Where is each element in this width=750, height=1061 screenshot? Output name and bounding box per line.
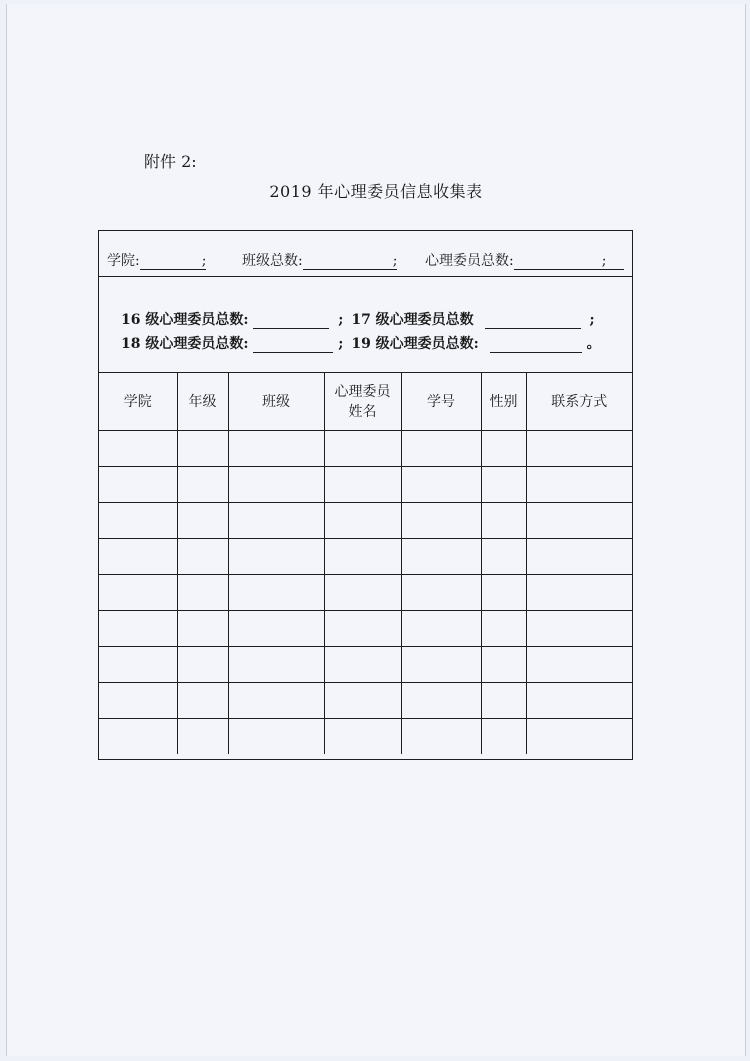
- cell-name[interactable]: [324, 683, 401, 719]
- cell-college[interactable]: [99, 503, 177, 539]
- header-student-id: 学号: [401, 373, 481, 431]
- cell-contact[interactable]: [526, 683, 632, 719]
- cell-gender[interactable]: [481, 647, 526, 683]
- cell-gender[interactable]: [481, 503, 526, 539]
- table-row: [99, 647, 632, 683]
- cell-grade[interactable]: [177, 467, 228, 503]
- table-row: [99, 719, 632, 755]
- cell-contact[interactable]: [526, 719, 632, 755]
- cell-name[interactable]: [324, 611, 401, 647]
- header-name-line1: 心理委员: [334, 383, 391, 400]
- cell-contact[interactable]: [526, 467, 632, 503]
- college-label: 学院:: [107, 253, 140, 269]
- header-gender: 性别: [481, 373, 526, 431]
- class-total-label: 班级总数:: [242, 253, 303, 269]
- collection-form: [98, 230, 633, 760]
- cell-student-id[interactable]: [401, 431, 481, 467]
- cell-college[interactable]: [99, 431, 177, 467]
- cell-gender[interactable]: [481, 611, 526, 647]
- cell-student-id[interactable]: [401, 467, 481, 503]
- table-row: [99, 683, 632, 719]
- cell-grade[interactable]: [177, 575, 228, 611]
- g18-label: 18 级心理委员总数:: [121, 336, 249, 352]
- cell-gender[interactable]: [481, 467, 526, 503]
- cell-grade[interactable]: [177, 683, 228, 719]
- cell-name[interactable]: [324, 575, 401, 611]
- g17-sep: ;: [589, 312, 595, 328]
- cell-student-id[interactable]: [401, 719, 481, 755]
- table-row: [99, 575, 632, 611]
- summary-row: [99, 231, 632, 277]
- cell-college[interactable]: [99, 467, 177, 503]
- header-grade: 年级: [177, 373, 228, 431]
- cell-contact[interactable]: [526, 539, 632, 575]
- cell-college[interactable]: [99, 683, 177, 719]
- cell-gender[interactable]: [481, 683, 526, 719]
- table-header-row: [99, 373, 632, 431]
- cell-student-id[interactable]: [401, 647, 481, 683]
- cell-gender[interactable]: [481, 431, 526, 467]
- g16-blank[interactable]: [253, 315, 329, 329]
- cell-student-id[interactable]: [401, 503, 481, 539]
- grade-counts-block: [99, 277, 632, 373]
- cell-contact[interactable]: [526, 575, 632, 611]
- cell-college[interactable]: [99, 611, 177, 647]
- cell-grade[interactable]: [177, 647, 228, 683]
- committee-total-sep: ;: [601, 253, 607, 269]
- g19-end: 。: [586, 336, 601, 352]
- cell-name[interactable]: [324, 467, 401, 503]
- committee-total-tail: [606, 256, 624, 270]
- cell-student-id[interactable]: [401, 683, 481, 719]
- cell-name[interactable]: [324, 647, 401, 683]
- table-row: [99, 539, 632, 575]
- document-page: [6, 4, 746, 1056]
- g18-sep: ;: [338, 336, 344, 352]
- cell-grade[interactable]: [177, 611, 228, 647]
- table-row: [99, 467, 632, 503]
- cell-college[interactable]: [99, 647, 177, 683]
- class-total-blank[interactable]: [303, 256, 393, 270]
- cell-contact[interactable]: [526, 611, 632, 647]
- cell-gender[interactable]: [481, 539, 526, 575]
- header-committee-name: [324, 373, 401, 431]
- cell-class[interactable]: [228, 719, 324, 755]
- g18-blank[interactable]: [253, 339, 333, 353]
- table-row: [99, 431, 632, 467]
- college-blank[interactable]: [140, 256, 202, 270]
- cell-class[interactable]: [228, 467, 324, 503]
- table-row: [99, 503, 632, 539]
- committee-total-field: [425, 250, 624, 270]
- committee-total-blank[interactable]: [514, 256, 602, 270]
- cell-class[interactable]: [228, 611, 324, 647]
- college-sep: ;: [201, 253, 207, 269]
- committee-total-label: 心理委员总数:: [425, 253, 514, 269]
- header-class: 班级: [228, 373, 324, 431]
- cell-grade[interactable]: [177, 719, 228, 755]
- g17-label: 17 级心理委员总数: [351, 312, 474, 328]
- cell-gender[interactable]: [481, 575, 526, 611]
- cell-college[interactable]: [99, 719, 177, 755]
- cell-grade[interactable]: [177, 431, 228, 467]
- table-body: [99, 431, 632, 755]
- g16-sep: ;: [338, 312, 344, 328]
- cell-college[interactable]: [99, 575, 177, 611]
- g19-label: 19 级心理委员总数:: [351, 336, 479, 352]
- attachment-label: 附件 2:: [144, 152, 197, 171]
- grade-line-2: [121, 333, 601, 353]
- header-contact: 联系方式: [526, 373, 632, 431]
- cell-class[interactable]: [228, 539, 324, 575]
- cell-name[interactable]: [324, 431, 401, 467]
- committee-table: [99, 373, 632, 754]
- cell-gender[interactable]: [481, 719, 526, 755]
- cell-class[interactable]: [228, 431, 324, 467]
- cell-college[interactable]: [99, 539, 177, 575]
- header-name-line2: 姓名: [348, 403, 377, 420]
- cell-student-id[interactable]: [401, 575, 481, 611]
- cell-class[interactable]: [228, 647, 324, 683]
- cell-name[interactable]: [324, 719, 401, 755]
- cell-class[interactable]: [228, 575, 324, 611]
- cell-class[interactable]: [228, 503, 324, 539]
- cell-class[interactable]: [228, 683, 324, 719]
- table-row: [99, 611, 632, 647]
- cell-student-id[interactable]: [401, 611, 481, 647]
- g17-blank[interactable]: [485, 315, 581, 329]
- cell-student-id[interactable]: [401, 539, 481, 575]
- cell-contact[interactable]: [526, 431, 632, 467]
- document-title: 2019 年心理委员信息收集表: [269, 182, 483, 201]
- cell-contact[interactable]: [526, 647, 632, 683]
- grade-line-1: [121, 309, 595, 329]
- class-total-field: [242, 250, 397, 270]
- header-college: 学院: [99, 373, 177, 431]
- cell-grade[interactable]: [177, 539, 228, 575]
- cell-name[interactable]: [324, 539, 401, 575]
- cell-grade[interactable]: [177, 503, 228, 539]
- g19-blank[interactable]: [490, 339, 582, 353]
- cell-contact[interactable]: [526, 503, 632, 539]
- cell-name[interactable]: [324, 503, 401, 539]
- class-total-sep: ;: [392, 253, 398, 269]
- college-field: [107, 250, 206, 270]
- g16-label: 16 级心理委员总数:: [121, 312, 249, 328]
